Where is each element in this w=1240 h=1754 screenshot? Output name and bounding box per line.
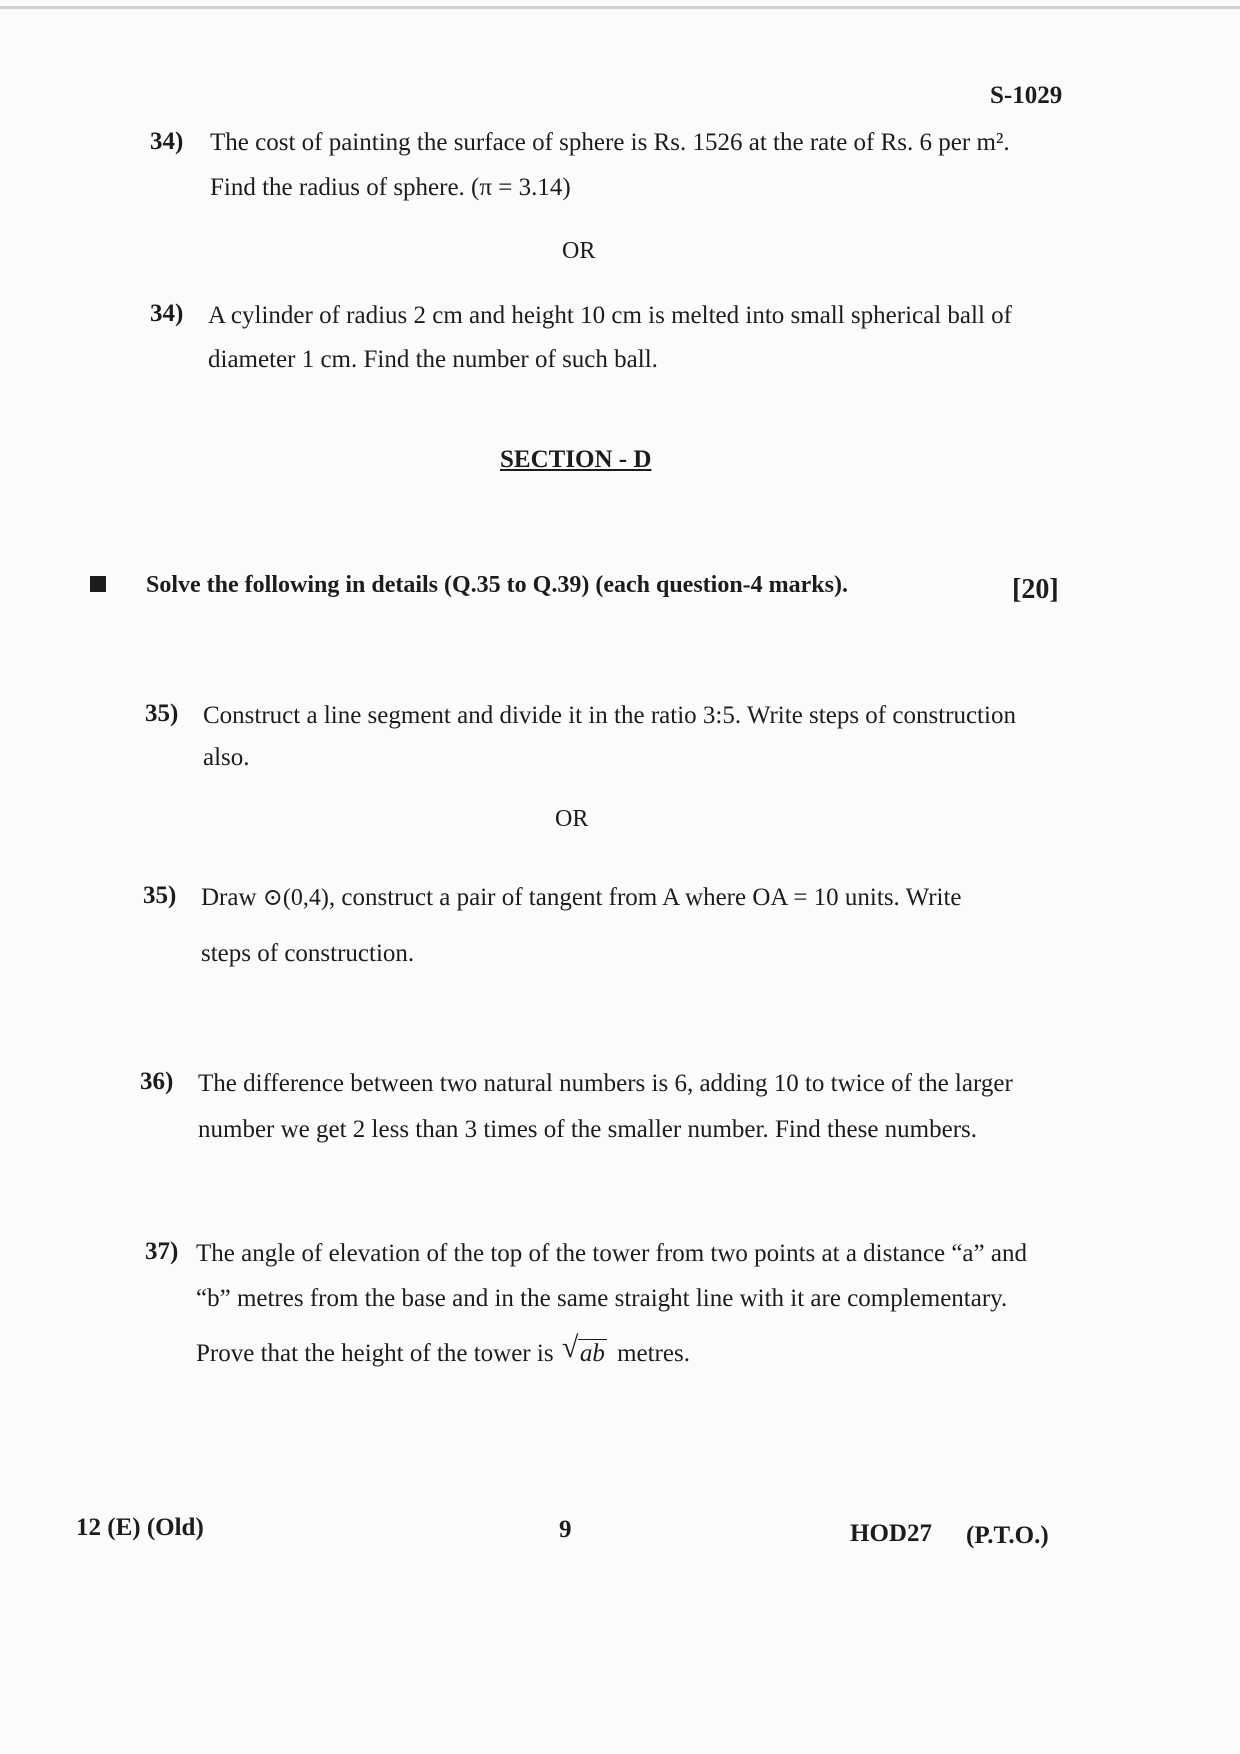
question-text-line: “b” metres from the base and in the same straight line with it are complementary. [196,1285,1008,1312]
footer-code: HOD27 [850,1520,932,1547]
question-text-line: Find the radius of sphere. (π = 3.14) [210,174,571,201]
question-number: 35) [143,882,177,909]
question-text-line: The difference between two natural numbers is 6, adding 10 to twice of the larger [198,1070,1013,1097]
section-title: SECTION - D [500,446,652,473]
or-separator: OR [562,238,596,264]
question-number: 37) [145,1238,179,1265]
question-text: , construct a pair of tangent from A where OA = 10 units. Write [328,884,962,911]
footer-class-label: 12 (E) (Old) [76,1514,204,1541]
question-text-line: A cylinder of radius 2 cm and height 10 cm is melted into small spherical ball of [208,302,1012,329]
question-number: 35) [145,700,179,727]
square-root-expression [564,1332,607,1376]
pto-label: (P.T.O.) [966,1522,1049,1549]
question-text-line: number we get 2 less than 3 times of the smaller number. Find these numbers. [198,1116,978,1143]
question-text-line [196,1332,690,1376]
section-instruction: Solve the following in details (Q.35 to Q.39) (each question-4 marks). [146,572,848,598]
question-text-line: Construct a line segment and divide it in the ratio 3:5. Write steps of construction [203,702,1016,729]
question-text: metres. [617,1340,690,1367]
question-number: 34) [150,300,184,327]
question-text-line: The angle of elevation of the top of the tower from two points at a distance “a” and [196,1240,1027,1267]
circle-notation: ⊙(0,4) [262,885,329,911]
question-number: 36) [140,1068,174,1095]
paper-code: S-1029 [990,82,1063,109]
question-text-line [201,876,962,920]
question-number: 34) [150,128,184,155]
question-text: Prove that the height of the tower is [196,1340,554,1367]
question-text-line: diameter 1 cm. Find the number of such ball. [208,346,658,373]
section-marks: [20] [1012,574,1059,605]
page-number: 9 [559,1516,572,1543]
or-separator: OR [555,806,589,832]
scan-edge-line [0,6,1240,9]
question-text-line: The cost of painting the surface of sphere is Rs. 1526 at the rate of Rs. 6 per m². [210,129,1010,156]
radicand: ab [579,1340,605,1367]
square-bullet-icon [90,576,106,592]
question-text-line: steps of construction. [201,940,415,967]
question-text: Draw [201,884,257,911]
question-text-line: also. [203,744,250,771]
